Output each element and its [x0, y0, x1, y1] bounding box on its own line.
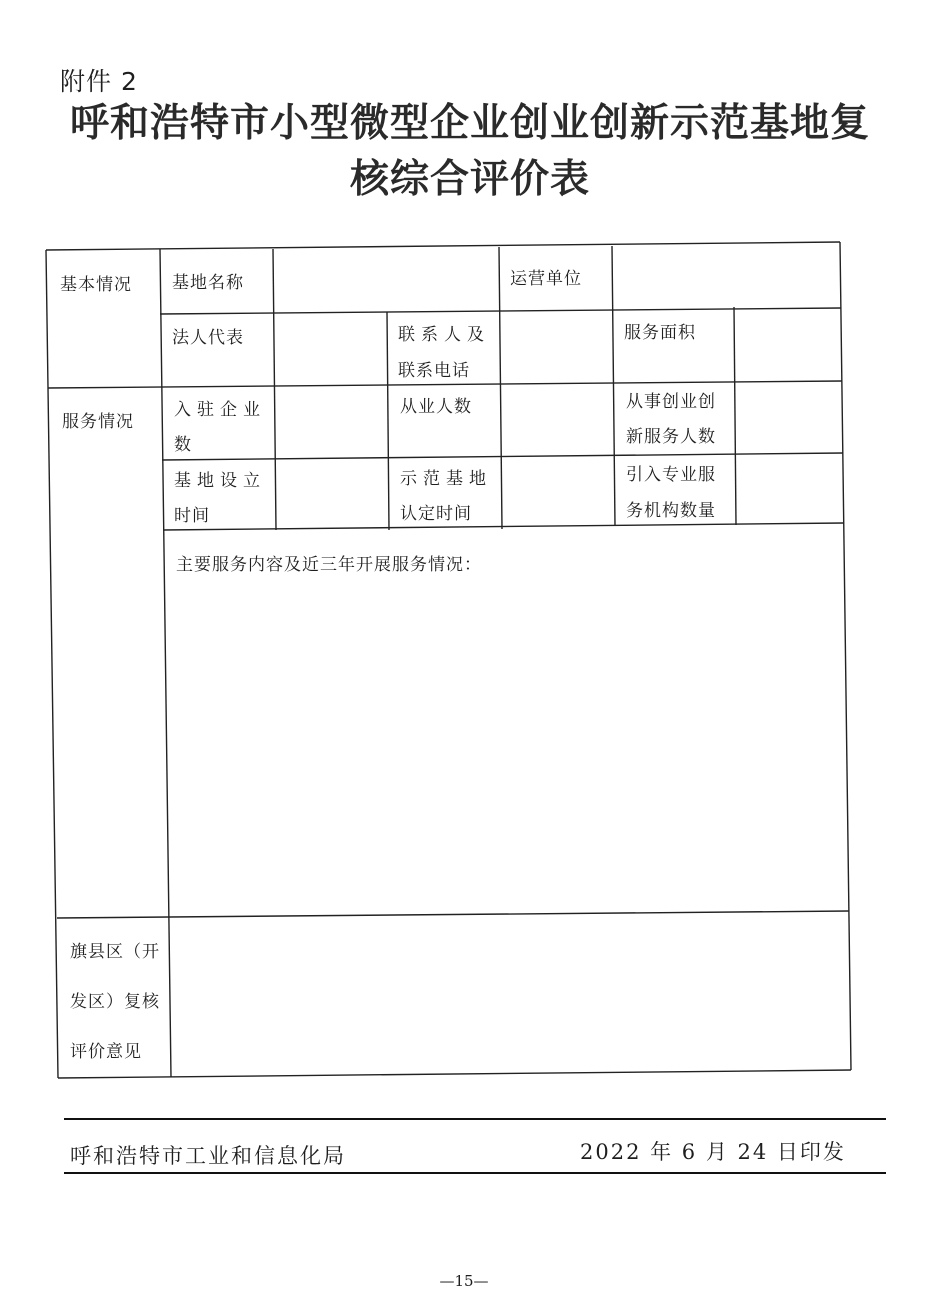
issuer-name: 呼和浩特市工业和信息化局	[70, 1144, 346, 1168]
label-demo-cert-time-line1: 示范基地	[400, 469, 492, 489]
label-resident-firms-line2: 数	[174, 435, 192, 455]
table-border-bottom	[58, 1070, 851, 1078]
label-contact-line1: 联系人及	[398, 325, 490, 345]
label-establish-time-line2: 时间	[174, 506, 210, 526]
label-opinion-line3: 评价意见	[70, 1042, 142, 1062]
table-border-right	[840, 242, 851, 1070]
label-establish-time-line1: 基地设立	[174, 471, 266, 491]
col-line-5	[612, 246, 615, 526]
label-main-services: 主要服务内容及近三年开展服务情况：	[176, 555, 482, 575]
label-service-agencies-line2: 务机构数量	[626, 501, 716, 521]
title-line-1: 呼和浩特市小型微型企业创业创新示范基地复	[69, 101, 870, 146]
label-resident-firms-line1: 入驻企业	[174, 400, 266, 420]
attachment-label: 附件 2	[60, 67, 138, 96]
title-line-2: 核综合评价表	[349, 157, 590, 202]
label-service-area: 服务面积	[624, 323, 696, 343]
col-line-6	[734, 307, 736, 525]
col-line-1	[160, 249, 171, 1077]
label-opinion-line1: 旗县区（开	[70, 942, 160, 962]
label-service-info: 服务情况	[62, 412, 134, 432]
label-base-name: 基地名称	[172, 273, 244, 293]
label-employees: 从业人数	[400, 397, 472, 417]
row-line-4	[163, 523, 844, 530]
page-number: —15—	[439, 1272, 489, 1290]
label-legal-rep: 法人代表	[172, 328, 244, 348]
row-line-5	[57, 911, 849, 918]
footer-rule-bottom	[64, 1172, 886, 1174]
col-line-4	[499, 247, 502, 529]
row-line-1	[160, 308, 841, 314]
label-demo-cert-time-line2: 认定时间	[400, 504, 472, 524]
label-service-agencies-line1: 引入专业服	[626, 465, 716, 485]
label-innovation-staff-line1: 从事创业创	[626, 392, 716, 412]
label-innovation-staff-line2: 新服务人数	[626, 427, 716, 447]
label-operator: 运营单位	[510, 269, 582, 289]
issue-date: 2022 年 6 月 24 日印发	[580, 1140, 846, 1164]
label-basic-info: 基本情况	[60, 275, 132, 295]
col-line-3	[387, 312, 389, 530]
label-opinion-line2: 发区）复核	[70, 992, 160, 1012]
table-border-left	[46, 250, 58, 1078]
col-line-2	[273, 249, 276, 530]
table-border-top	[46, 242, 840, 250]
label-contact-line2: 联系电话	[398, 361, 470, 381]
row-line-3	[162, 453, 843, 460]
footer-rule-top	[64, 1118, 886, 1120]
